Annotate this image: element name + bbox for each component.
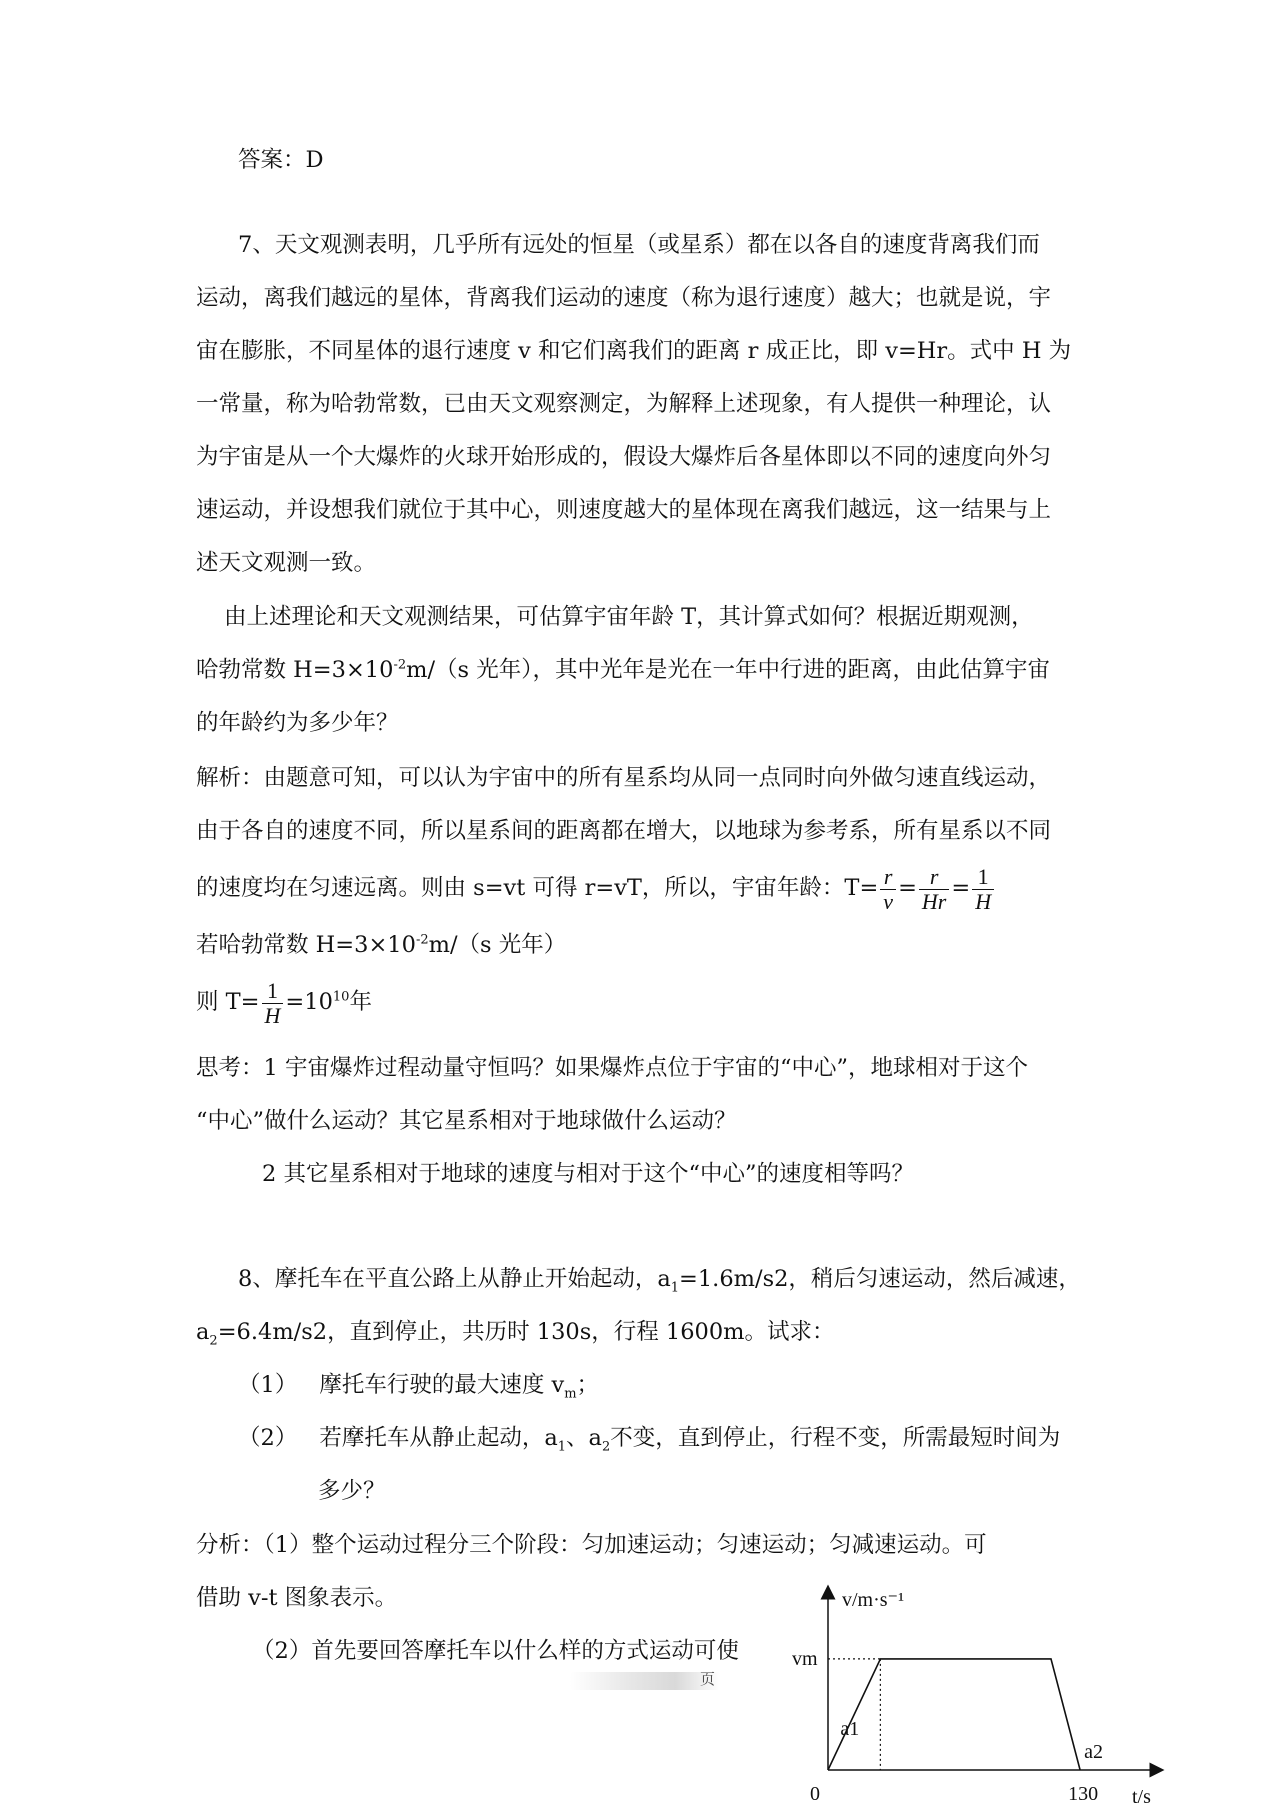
fraction-1-over-h-result: $\frac{1}{H}$ — [262, 979, 284, 1028]
q7-line-4: 一常量，称为哈勃常数，已由天文观察测定，为解释上述现象，有人提供一种理论，认 — [196, 391, 1052, 417]
q7-line-2: 运动，离我们越远的星体，背离我们运动的速度（称为退行速度）越大；也就是说，宇 — [196, 285, 1052, 311]
q7-result-text-b: =10 — [285, 989, 333, 1015]
q8-line-2: $a_2=6.4m/s2$，直到停止，共历时 130s，行程 1600m。试求： — [196, 1319, 835, 1349]
q7-line-3: 宙在膨胀，不同星体的退行速度 v 和它们离我们的距离 r 成正比，即 v=Hr。式中 H 为 — [196, 338, 1072, 364]
q7-line-7: 述天文观测一致。 — [196, 550, 377, 576]
q7-ask-line-1: 由上述理论和天文观测结果，可估算宇宙年龄 T，其计算式如何？根据近期观测， — [224, 604, 1034, 630]
annotation-a2: a2 — [1084, 1741, 1104, 1763]
q7-think-line-1: 思考：1 宇宙爆炸过程动量守恒吗？如果爆炸点位于宇宙的“中心”，地球相对于这个 — [196, 1055, 1028, 1081]
q7-ask-exponent: -2 — [393, 657, 407, 673]
footer-watermark — [570, 1672, 720, 1690]
velocity-curve — [828, 1659, 1080, 1770]
q7-solution-text: 的速度均在匀速远离。则由 s=vt 可得 r=vT，所以，宇宙年龄：T= — [196, 875, 879, 901]
q8-item-1: （1） 摩托车行驶的最大速度 $v_m$； — [238, 1372, 600, 1402]
q7-think-line-2: “中心”做什么运动？其它星系相对于地球做什么运动？ — [196, 1108, 737, 1134]
q7-solution-line-2: 由于各自的速度不同，所以星系间的距离都在增大，以地球为参考系，所有星系以不同 — [196, 818, 1052, 844]
x-tick-label-130: 130 — [1068, 1783, 1099, 1805]
q8-analysis-line-3: （2）首先要回答摩托车以什么样的方式运动可使 — [252, 1638, 739, 1664]
x-axis-label: t/s — [1132, 1786, 1151, 1805]
q7-hubble-line — [196, 930, 1096, 960]
q7-hubble-exponent: -2 — [415, 932, 429, 948]
q7-line-1: 7、天文观测表明，几乎所有远处的恒星（或星系）都在以各自的速度背离我们而 — [238, 232, 1040, 258]
q7-result-text-a: 则 T= — [196, 989, 260, 1015]
y-tick-label-vm: vm — [792, 1647, 818, 1670]
q7-line-6: 速运动，并设想我们就位于其中心，则速度越大的星体现在离我们越远，这一结果与上 — [196, 497, 1052, 523]
q7-hubble-text-b: m/（s 光年） — [428, 932, 567, 958]
fraction-1-over-h: $\frac{1}{H}$ — [972, 865, 994, 914]
q7-ask-text-b: m/（s 光年），其中光年是光在一年中行进的距离，由此估算宇宙 — [406, 657, 1050, 683]
fraction-r-over-v: $\frac{r}{v}$ — [880, 865, 896, 914]
q7-hubble-text-a: 若哈勃常数 H=3×10 — [196, 932, 416, 958]
fraction-r-over-hr: $\frac{r}{Hr}$ — [919, 865, 949, 914]
footer-page-label: 页 — [700, 1670, 716, 1688]
q7-result-exponent: 10 — [332, 989, 350, 1005]
q8-item-2-line-2: 多少？ — [318, 1478, 386, 1504]
q7-think-line-3: 2 其它星系相对于地球的速度与相对于这个“中心”的速度相等吗？ — [262, 1161, 914, 1187]
q8-item-2: （2） 若摩托车从静止起动，$a_1$、$a_2$不变，直到停止，行程不变，所需最短时间为 — [238, 1425, 1061, 1455]
q8-analysis-line-1: 分析：（1）整个运动过程分三个阶段：匀加速运动；匀速运动；匀减速运动。可 — [196, 1532, 987, 1558]
vt-graph — [790, 1580, 1180, 1805]
q7-ask-line-3: 的年龄约为多少年？ — [196, 710, 399, 736]
q7-line-5: 为宇宙是从一个大爆炸的火球开始形成的，假设大爆炸后各星体即以不同的速度向外匀 — [196, 444, 1052, 470]
q8-analysis-line-2: 借助 v-t 图象表示。 — [196, 1585, 398, 1611]
q7-solution-line-3: 的速度均在匀速远离。则由 s=vt 可得 r=vT，所以，宇宙年龄：T= $\frac{r}{v}$ = $\frac{r}{Hr}$ = $\frac{1}{H}$ — [196, 858, 1096, 918]
q8-item-2-number: （2） — [238, 1425, 298, 1451]
q8-item-1-number: （1） — [238, 1372, 298, 1398]
q7-result-line — [196, 972, 1096, 1032]
q7-result-text-c: 年 — [349, 989, 372, 1015]
q7-solution-line-1: 解析：由题意可知，可以认为宇宙中的所有星系均从同一点同时向外做匀速直线运动， — [196, 765, 1052, 791]
annotation-a1: a1 — [840, 1718, 860, 1740]
q7-ask-text-a: 哈勃常数 H=3×10 — [196, 657, 394, 683]
y-axis-label: v/m·s⁻¹ — [842, 1589, 905, 1611]
answer-line: 答案：D — [238, 147, 324, 173]
q7-ask-line-2 — [196, 655, 1096, 685]
origin-label: 0 — [810, 1783, 820, 1805]
q8-line-1: 8、摩托车在平直公路上从静止开始起动，$a_1=1.6m/s2$，稍后匀速运动，然后减速， — [238, 1266, 1081, 1296]
